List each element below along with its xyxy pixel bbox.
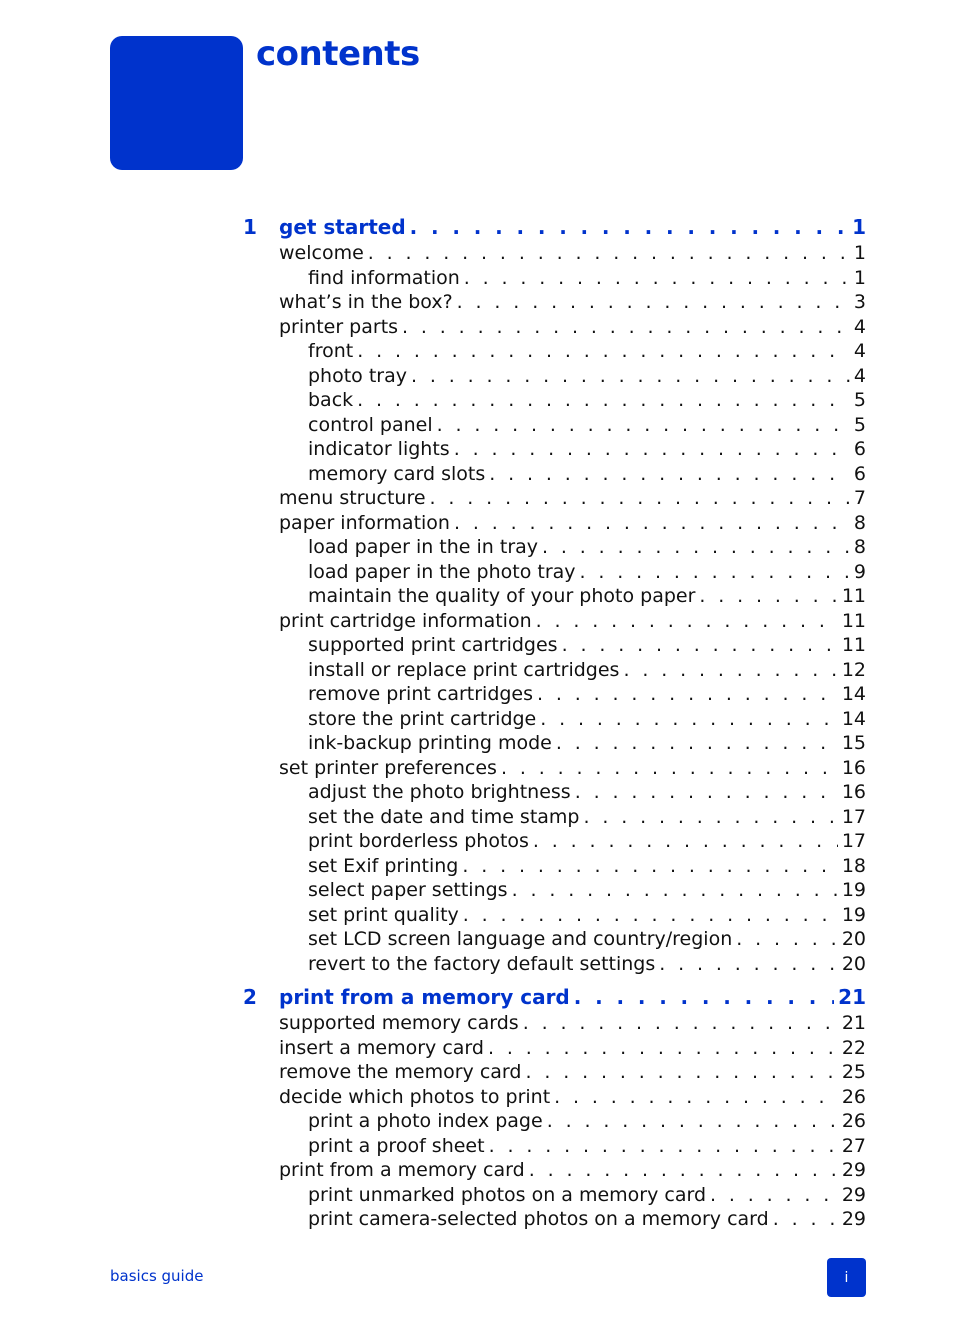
toc-chapter-heading[interactable] bbox=[279, 215, 866, 239]
toc-entry-page: 16 bbox=[841, 756, 866, 779]
toc-entry-page: 5 bbox=[853, 413, 866, 436]
toc-entry-page: 11 bbox=[841, 634, 866, 656]
dot-leader bbox=[368, 241, 850, 265]
toc-subsection-entry[interactable] bbox=[308, 658, 866, 682]
toc-subsection-entry[interactable] bbox=[308, 878, 866, 902]
dot-leader bbox=[489, 462, 850, 486]
toc-entry-label: supported memory cards bbox=[279, 1012, 519, 1034]
toc-subsection-entry[interactable] bbox=[308, 829, 866, 853]
dot-leader bbox=[463, 903, 838, 927]
dot-leader bbox=[462, 854, 837, 878]
toc-entry-label: menu structure bbox=[279, 487, 426, 509]
toc-entry-page: 8 bbox=[853, 511, 866, 534]
dot-leader bbox=[556, 731, 838, 755]
toc-subsection-entry[interactable] bbox=[308, 731, 866, 755]
dot-leader bbox=[402, 315, 850, 339]
toc-entry-page: 11 bbox=[841, 585, 866, 607]
toc-entry-label: print unmarked photos on a memory card bbox=[308, 1183, 707, 1206]
dot-leader bbox=[410, 215, 848, 239]
toc-entry-label: paper information bbox=[279, 511, 450, 534]
toc-section-entry[interactable] bbox=[279, 756, 866, 780]
dot-leader bbox=[537, 682, 838, 706]
toc-entry-page: 29 bbox=[841, 1208, 866, 1230]
dot-leader bbox=[357, 339, 850, 363]
toc-entry-label: indicator lights bbox=[308, 438, 450, 460]
toc-entry-page: 4 bbox=[853, 315, 866, 338]
toc-entry-page: 14 bbox=[841, 683, 866, 705]
toc-subsection-entry[interactable] bbox=[308, 413, 866, 437]
dot-leader bbox=[464, 266, 850, 290]
toc-subsection-entry[interactable] bbox=[308, 707, 866, 731]
toc-entry-label: adjust the photo brightness bbox=[308, 781, 571, 803]
dot-leader bbox=[584, 805, 838, 829]
toc-entry-page: 26 bbox=[841, 1110, 866, 1132]
toc-entry-label: memory card slots bbox=[308, 462, 486, 485]
toc-subsection-entry[interactable] bbox=[308, 560, 866, 584]
toc-section-entry[interactable] bbox=[279, 486, 866, 510]
toc-entry-label: decide which photos to print bbox=[279, 1085, 551, 1108]
toc-entry-page: 29 bbox=[841, 1183, 866, 1206]
toc-entry-page: 21 bbox=[838, 985, 866, 1009]
toc-entry-page: 15 bbox=[841, 732, 866, 754]
toc-section-entry[interactable] bbox=[279, 1060, 866, 1084]
dot-leader bbox=[659, 952, 838, 976]
toc-entry-label: back bbox=[308, 389, 354, 411]
toc-entry-page: 16 bbox=[841, 781, 866, 803]
toc-entry-page: 7 bbox=[853, 487, 866, 509]
toc-entry-label: remove print cartridges bbox=[308, 683, 534, 705]
footer-page-number: i bbox=[827, 1258, 866, 1297]
toc-entry-label: revert to the factory default settings bbox=[308, 952, 656, 975]
toc-subsection-entry[interactable] bbox=[308, 927, 866, 951]
toc-entry-page: 20 bbox=[841, 952, 866, 975]
dot-leader bbox=[575, 780, 838, 804]
toc-entry-label: store the print cartridge bbox=[308, 707, 537, 730]
toc-entry-label: photo tray bbox=[308, 364, 407, 387]
toc-subsection-entry[interactable] bbox=[308, 266, 866, 290]
toc-subsection-entry[interactable] bbox=[308, 1183, 866, 1207]
toc-entry-label: control panel bbox=[308, 413, 433, 436]
toc-section-entry[interactable] bbox=[279, 1085, 866, 1109]
toc-entry-page: 29 bbox=[841, 1159, 866, 1181]
dot-leader bbox=[547, 1109, 838, 1133]
toc-entry-label: set printer preferences bbox=[279, 756, 497, 779]
toc-subsection-entry[interactable] bbox=[308, 854, 866, 878]
dot-leader bbox=[411, 364, 850, 388]
toc-subsection-entry[interactable] bbox=[308, 462, 866, 486]
toc-subsection-entry[interactable] bbox=[308, 1109, 866, 1133]
toc-entry-page: 27 bbox=[841, 1134, 866, 1157]
toc-entry-page: 18 bbox=[841, 854, 866, 877]
toc-entry-label: get started bbox=[279, 215, 406, 239]
dot-leader bbox=[523, 1011, 838, 1035]
toc-subsection-entry[interactable] bbox=[308, 584, 866, 608]
toc-entry-page: 19 bbox=[841, 903, 866, 926]
toc-entry-page: 26 bbox=[841, 1085, 866, 1108]
toc-subsection-entry[interactable] bbox=[308, 1207, 866, 1231]
toc-subsection-entry[interactable] bbox=[308, 364, 866, 388]
toc-entry-label: welcome bbox=[279, 242, 364, 264]
toc-entry-label: find information bbox=[308, 266, 460, 289]
toc-subsection-entry[interactable] bbox=[308, 535, 866, 559]
footer-guide-name: basics guide bbox=[110, 1267, 204, 1285]
dot-leader bbox=[536, 609, 838, 633]
toc-entry-page: 6 bbox=[853, 438, 866, 460]
toc-entry-page: 9 bbox=[853, 560, 866, 583]
toc-entry-label: set print quality bbox=[308, 903, 459, 926]
toc-entry-page: 11 bbox=[841, 609, 866, 632]
toc-entry-page: 4 bbox=[853, 364, 866, 387]
toc-section-entry[interactable] bbox=[279, 1158, 866, 1182]
toc-entry-label: print from a memory card bbox=[279, 985, 570, 1009]
toc-entry-label: load paper in the in tray bbox=[308, 536, 539, 558]
toc-entry-label: maintain the quality of your photo paper bbox=[308, 585, 696, 607]
toc-entry-label: install or replace print cartridges bbox=[308, 658, 620, 681]
toc-entry-label: print a proof sheet bbox=[308, 1134, 485, 1157]
toc-entry-page: 17 bbox=[841, 805, 866, 828]
toc-entry-page: 12 bbox=[841, 658, 866, 681]
toc-entry-label: front bbox=[308, 340, 354, 362]
dot-leader bbox=[554, 1085, 838, 1109]
toc-entry-label: set LCD screen language and country/region bbox=[308, 928, 733, 950]
toc-subsection-entry[interactable] bbox=[308, 805, 866, 829]
dot-leader bbox=[489, 1134, 838, 1158]
toc-section-entry[interactable] bbox=[279, 511, 866, 535]
toc-entry-page: 21 bbox=[841, 1012, 866, 1034]
toc-entry-page: 22 bbox=[841, 1036, 866, 1059]
toc-section-entry[interactable] bbox=[279, 1036, 866, 1060]
toc-subsection-entry[interactable] bbox=[308, 339, 866, 363]
toc-subsection-entry[interactable] bbox=[308, 903, 866, 927]
toc-entry-label: print a photo index page bbox=[308, 1110, 543, 1132]
dot-leader bbox=[529, 1158, 838, 1182]
toc-entry-page: 3 bbox=[853, 291, 866, 313]
chapter-tab-block bbox=[110, 36, 243, 170]
dot-leader bbox=[437, 413, 850, 437]
toc-entry-label: print camera-selected photos on a memory card bbox=[308, 1208, 769, 1230]
dot-leader bbox=[512, 878, 838, 902]
toc-subsection-entry[interactable] bbox=[308, 682, 866, 706]
toc-subsection-entry[interactable] bbox=[308, 633, 866, 657]
dot-leader bbox=[710, 1183, 838, 1207]
dot-leader bbox=[457, 290, 850, 314]
dot-leader bbox=[699, 584, 837, 608]
toc-entry-page: 20 bbox=[841, 928, 866, 950]
dot-leader bbox=[533, 829, 838, 853]
dot-leader bbox=[580, 560, 850, 584]
dot-leader bbox=[525, 1060, 837, 1084]
toc-entry-page: 5 bbox=[853, 389, 866, 411]
toc-section-entry[interactable] bbox=[279, 609, 866, 633]
dot-leader bbox=[501, 756, 838, 780]
toc-subsection-entry[interactable] bbox=[308, 952, 866, 976]
toc-entry-label: supported print cartridges bbox=[308, 634, 558, 656]
dot-leader bbox=[488, 1036, 838, 1060]
toc-entry-label: remove the memory card bbox=[279, 1061, 522, 1083]
toc-entry-page: 25 bbox=[841, 1061, 866, 1083]
toc-entry-page: 6 bbox=[853, 462, 866, 485]
toc-section-entry[interactable] bbox=[279, 1011, 866, 1035]
dot-leader bbox=[357, 388, 850, 412]
toc-entry-label: load paper in the photo tray bbox=[308, 560, 576, 583]
toc-subsection-entry[interactable] bbox=[308, 388, 866, 412]
dot-leader bbox=[773, 1207, 838, 1231]
toc-section-entry[interactable] bbox=[279, 290, 866, 314]
dot-leader bbox=[542, 535, 850, 559]
toc-entry-page: 17 bbox=[841, 830, 866, 852]
dot-leader bbox=[562, 633, 838, 657]
toc-section-entry[interactable] bbox=[279, 241, 866, 265]
toc-entry-label: set Exif printing bbox=[308, 854, 459, 877]
toc-entry-page: 19 bbox=[841, 879, 866, 901]
toc-entry-label: insert a memory card bbox=[279, 1036, 484, 1059]
page-title: contents bbox=[256, 34, 420, 74]
toc-entry-label: ink-backup printing mode bbox=[308, 732, 552, 754]
toc-entry-label: set the date and time stamp bbox=[308, 805, 580, 828]
dot-leader bbox=[540, 707, 838, 731]
toc-entry-page: 1 bbox=[853, 242, 866, 264]
dot-leader bbox=[454, 511, 850, 535]
toc-subsection-entry[interactable] bbox=[308, 437, 866, 461]
toc-section-entry[interactable] bbox=[279, 315, 866, 339]
chapter-number: 2 bbox=[243, 985, 257, 1009]
toc-entry-label: print cartridge information bbox=[279, 609, 532, 632]
toc-entry-page: 1 bbox=[852, 215, 866, 239]
dot-leader bbox=[574, 985, 834, 1009]
chapter-number: 1 bbox=[243, 215, 257, 239]
dot-leader bbox=[454, 437, 850, 461]
toc-entry-page: 8 bbox=[853, 536, 866, 558]
toc-subsection-entry[interactable] bbox=[308, 1134, 866, 1158]
toc-chapter-heading[interactable] bbox=[279, 985, 866, 1009]
toc-entry-label: print borderless photos bbox=[308, 830, 529, 852]
toc-entry-page: 4 bbox=[853, 340, 866, 362]
toc-entry-label: select paper settings bbox=[308, 879, 508, 901]
dot-leader bbox=[736, 927, 838, 951]
toc-subsection-entry[interactable] bbox=[308, 780, 866, 804]
toc-entry-label: what’s in the box? bbox=[279, 291, 453, 313]
toc-entry-label: printer parts bbox=[279, 315, 399, 338]
dot-leader bbox=[430, 486, 850, 510]
toc-entry-page: 14 bbox=[841, 707, 866, 730]
dot-leader bbox=[623, 658, 837, 682]
toc-entry-page: 1 bbox=[853, 266, 866, 289]
toc-entry-label: print from a memory card bbox=[279, 1159, 525, 1181]
